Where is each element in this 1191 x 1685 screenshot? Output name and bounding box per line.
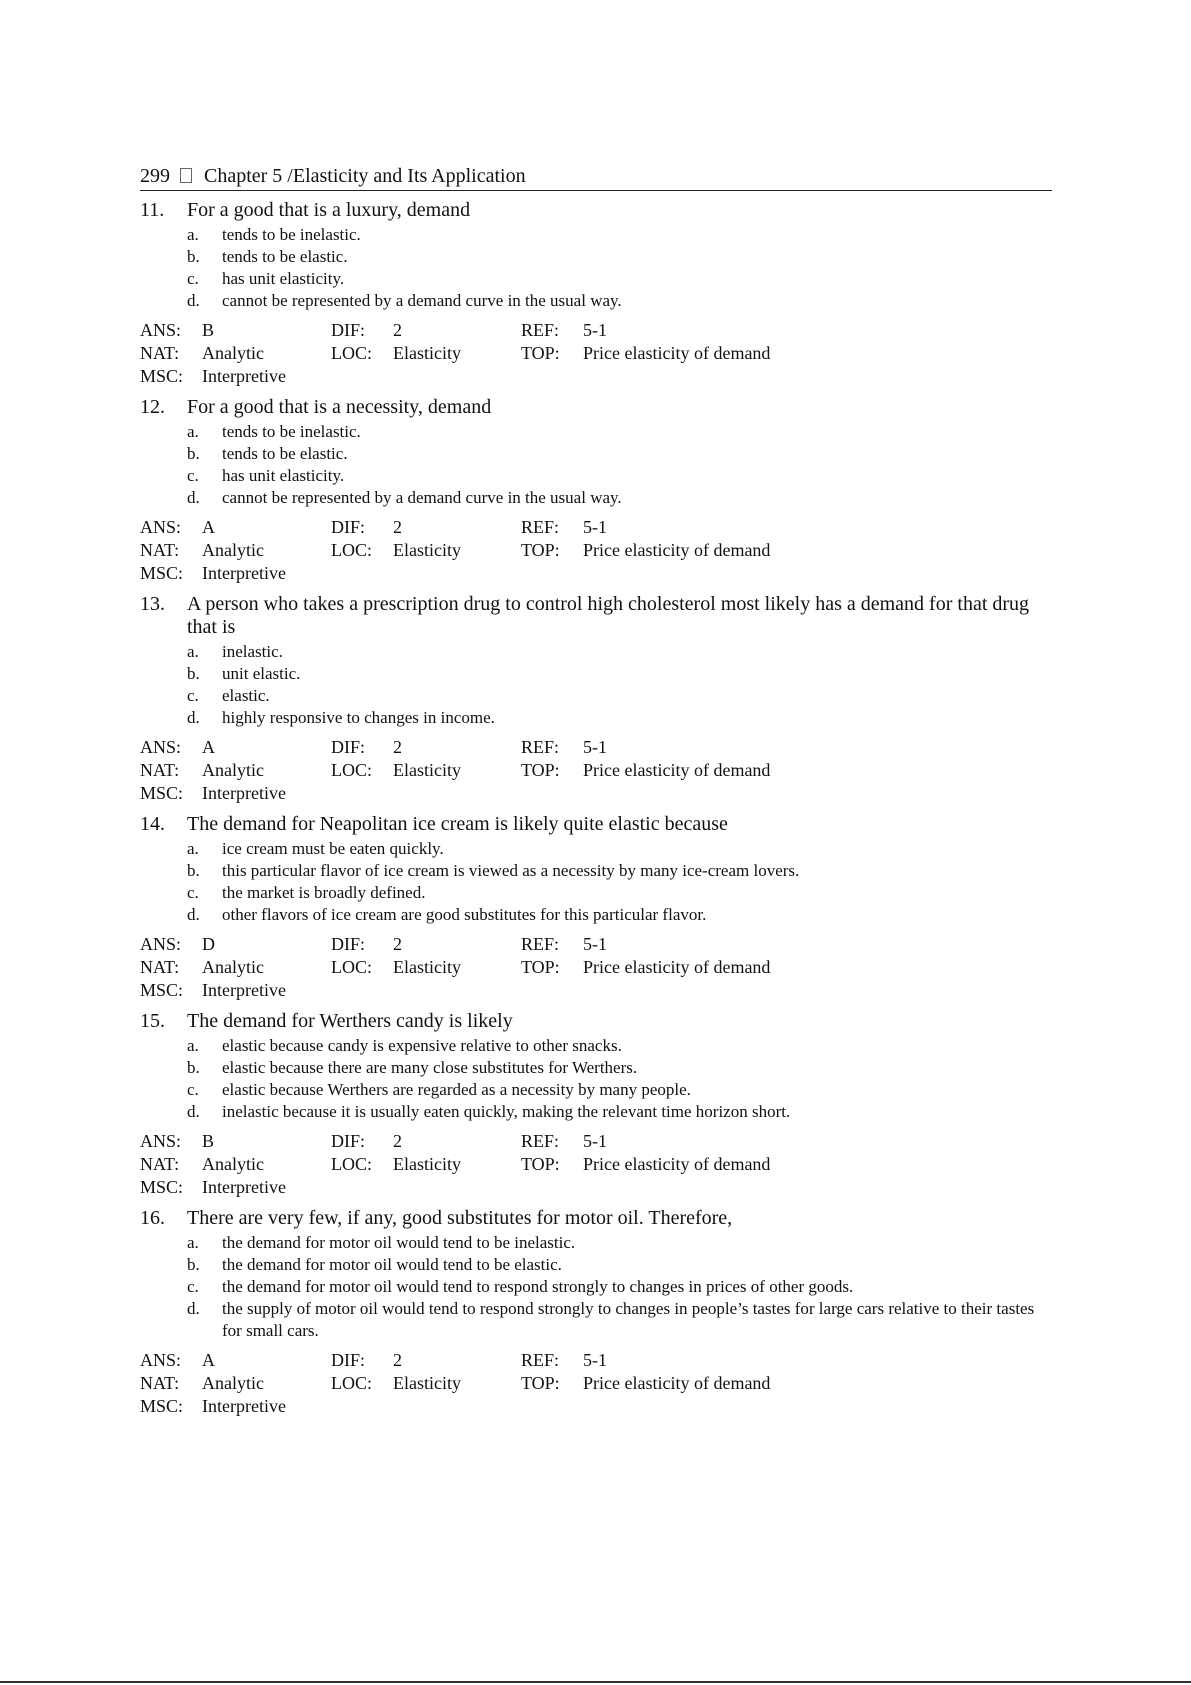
bottom-rule [0,1681,1191,1683]
option-letter: a. [187,642,199,661]
top-label: TOP: [521,343,560,363]
msc-label: MSC: [140,563,184,583]
option-text: highly responsive to changes in income. [222,708,495,727]
option-text: tends to be inelastic. [222,225,361,244]
ref-label: REF: [521,320,560,340]
ref-value: 5-1 [583,1350,607,1370]
option-letter: b. [187,444,200,463]
answer-metadata [140,736,1052,805]
option-text: elastic. [222,686,270,705]
question-number: 13. [140,593,165,615]
question [140,813,1052,1002]
ref-value: 5-1 [583,320,607,340]
question [140,1010,1052,1199]
question-text: The demand for Neapolitan ice cream is likely quite elastic because [187,813,728,835]
option-text: ice cream must be eaten quickly. [222,839,444,858]
nat-value: Analytic [202,343,264,363]
ref-value: 5-1 [583,517,607,537]
answer-option [187,860,1052,882]
nat-label: NAT: [140,1154,180,1174]
answer-option [187,465,1052,487]
option-letter: c. [187,1277,199,1296]
loc-label: LOC: [331,1154,373,1174]
option-text: the demand for motor oil would tend to be inelastic. [222,1233,576,1252]
answer-option [187,838,1052,860]
option-text: tends to be inelastic. [222,422,361,441]
option-text: unit elastic. [222,664,301,683]
question [140,593,1052,805]
msc-value: Interpretive [202,980,286,1000]
question-stem [140,593,1052,639]
msc-value: Interpretive [202,366,286,386]
question-text: The demand for Werthers candy is likely [187,1010,513,1032]
nat-label: NAT: [140,540,180,560]
question-number: 12. [140,396,165,418]
option-text: has unit elasticity. [222,466,345,485]
loc-label: LOC: [331,343,373,363]
nat-value: Analytic [202,1154,264,1174]
option-letter: c. [187,686,199,705]
msc-label: MSC: [140,980,184,1000]
loc-label: LOC: [331,1373,373,1393]
dif-label: DIF: [331,1350,366,1370]
ans-value: B [202,320,215,340]
option-text: has unit elasticity. [222,269,345,288]
dif-value: 2 [393,1350,402,1370]
question-stem [140,1207,1052,1230]
document-page [140,163,1052,1418]
question-text: For a good that is a luxury, demand [187,199,471,221]
question-number: 16. [140,1207,165,1229]
answer-metadata [140,933,1052,1002]
chapter-title: Chapter 5 /Elasticity and Its Application [204,165,526,187]
option-letter: d. [187,488,200,507]
option-list [187,838,1052,926]
answer-option [187,268,1052,290]
option-letter: a. [187,839,199,858]
top-label: TOP: [521,760,560,780]
option-letter: c. [187,466,199,485]
nat-label: NAT: [140,760,180,780]
loc-value: Elasticity [393,1154,461,1174]
ans-value: A [202,1350,215,1370]
ans-label: ANS: [140,1131,182,1151]
answer-option [187,882,1052,904]
ans-value: A [202,737,215,757]
option-letter: d. [187,1299,200,1318]
loc-label: LOC: [331,957,373,977]
answer-option [187,1079,1052,1101]
option-text: the supply of motor oil would tend to respond strongly to changes in people’s tastes for large cars relative to their tastes for small cars. [222,1299,1035,1340]
question-text: A person who takes a prescription drug to control high cholesterol most likely has a demand for that drug that is [187,593,1030,638]
loc-label: LOC: [331,760,373,780]
answer-metadata [140,1349,1052,1418]
answer-option [187,904,1052,926]
answer-option [187,1298,1052,1342]
option-text: cannot be represented by a demand curve in the usual way. [222,291,622,310]
option-letter: d. [187,905,200,924]
top-value: Price elasticity of demand [583,760,771,780]
option-letter: a. [187,1233,199,1252]
question-text: For a good that is a necessity, demand [187,396,492,418]
option-letter: b. [187,1058,200,1077]
msc-value: Interpretive [202,1396,286,1416]
nat-label: NAT: [140,343,180,363]
answer-option [187,641,1052,663]
ans-value: D [202,934,215,954]
option-letter: c. [187,883,199,902]
dif-value: 2 [393,517,402,537]
question-stem [140,813,1052,836]
loc-value: Elasticity [393,540,461,560]
dif-value: 2 [393,934,402,954]
ref-label: REF: [521,517,560,537]
option-letter: a. [187,225,199,244]
msc-value: Interpretive [202,563,286,583]
msc-value: Interpretive [202,1177,286,1197]
answer-option [187,290,1052,312]
answer-option [187,421,1052,443]
answer-option [187,1276,1052,1298]
option-letter: c. [187,269,199,288]
nat-value: Analytic [202,957,264,977]
dif-label: DIF: [331,517,366,537]
ans-value: A [202,517,215,537]
answer-option [187,443,1052,465]
answer-metadata [140,319,1052,388]
option-text: elastic because Werthers are regarded as a necessity by many people. [222,1080,691,1099]
top-value: Price elasticity of demand [583,1154,771,1174]
option-text: elastic because candy is expensive relative to other snacks. [222,1036,622,1055]
nat-value: Analytic [202,1373,264,1393]
option-text: tends to be elastic. [222,444,348,463]
loc-label: LOC: [331,540,373,560]
ref-value: 5-1 [583,1131,607,1151]
msc-label: MSC: [140,1177,184,1197]
option-letter: a. [187,422,199,441]
page-header [140,163,1052,191]
ref-label: REF: [521,934,560,954]
answer-option [187,487,1052,509]
answer-metadata [140,1130,1052,1199]
ref-label: REF: [521,1350,560,1370]
option-list [187,224,1052,312]
question-text: There are very few, if any, good substitutes for motor oil. Therefore, [187,1207,733,1229]
top-label: TOP: [521,957,560,977]
question [140,199,1052,388]
question-number: 14. [140,813,165,835]
top-value: Price elasticity of demand [583,540,771,560]
answer-option [187,1101,1052,1123]
option-letter: c. [187,1080,199,1099]
question-number: 11. [140,199,165,221]
answer-option [187,246,1052,268]
answer-option [187,707,1052,729]
option-text: the demand for motor oil would tend to be elastic. [222,1255,562,1274]
loc-value: Elasticity [393,343,461,363]
question-stem [140,199,1052,222]
ans-label: ANS: [140,737,182,757]
answer-metadata [140,516,1052,585]
top-value: Price elasticity of demand [583,1373,771,1393]
ref-label: REF: [521,1131,560,1151]
question-number: 15. [140,1010,165,1032]
msc-value: Interpretive [202,783,286,803]
option-letter: b. [187,247,200,266]
option-text: inelastic. [222,642,283,661]
option-text: inelastic because it is usually eaten quickly, making the relevant time horizon short. [222,1102,791,1121]
top-label: TOP: [521,1154,560,1174]
placeholder-box-icon [180,168,192,183]
option-letter: b. [187,664,200,683]
question-stem [140,1010,1052,1033]
option-text: the demand for motor oil would tend to respond strongly to changes in prices of other goods. [222,1277,854,1296]
ans-label: ANS: [140,934,182,954]
question [140,396,1052,585]
answer-option [187,1035,1052,1057]
option-text: tends to be elastic. [222,247,348,266]
loc-value: Elasticity [393,760,461,780]
option-letter: d. [187,291,200,310]
option-letter: b. [187,861,200,880]
nat-value: Analytic [202,540,264,560]
nat-label: NAT: [140,957,180,977]
option-list [187,421,1052,509]
option-text: elastic because there are many close substitutes for Werthers. [222,1058,638,1077]
answer-option [187,685,1052,707]
answer-option [187,663,1052,685]
msc-label: MSC: [140,783,184,803]
option-text: other flavors of ice cream are good substitutes for this particular flavor. [222,905,707,924]
option-text: this particular flavor of ice cream is viewed as a necessity by many ice-cream lovers. [222,861,800,880]
top-label: TOP: [521,1373,560,1393]
msc-label: MSC: [140,1396,184,1416]
dif-label: DIF: [331,737,366,757]
ans-label: ANS: [140,320,182,340]
ref-value: 5-1 [583,934,607,954]
option-letter: a. [187,1036,199,1055]
option-text: the market is broadly defined. [222,883,426,902]
dif-label: DIF: [331,934,366,954]
answer-option [187,1057,1052,1079]
ans-value: B [202,1131,215,1151]
nat-value: Analytic [202,760,264,780]
dif-value: 2 [393,737,402,757]
option-letter: b. [187,1255,200,1274]
answer-option [187,1232,1052,1254]
loc-value: Elasticity [393,1373,461,1393]
nat-label: NAT: [140,1373,180,1393]
question-stem [140,396,1052,419]
page-number: 299 [140,165,170,187]
dif-value: 2 [393,320,402,340]
top-value: Price elasticity of demand [583,343,771,363]
loc-value: Elasticity [393,957,461,977]
ans-label: ANS: [140,517,182,537]
option-letter: d. [187,1102,200,1121]
ans-label: ANS: [140,1350,182,1370]
option-list [187,1232,1052,1342]
dif-label: DIF: [331,320,366,340]
dif-value: 2 [393,1131,402,1151]
dif-label: DIF: [331,1131,366,1151]
option-list [187,1035,1052,1123]
option-list [187,641,1052,729]
question-list [140,199,1052,1418]
option-text: cannot be represented by a demand curve in the usual way. [222,488,622,507]
msc-label: MSC: [140,366,184,386]
answer-option [187,1254,1052,1276]
top-value: Price elasticity of demand [583,957,771,977]
option-letter: d. [187,708,200,727]
ref-value: 5-1 [583,737,607,757]
question [140,1207,1052,1418]
top-label: TOP: [521,540,560,560]
answer-option [187,224,1052,246]
ref-label: REF: [521,737,560,757]
